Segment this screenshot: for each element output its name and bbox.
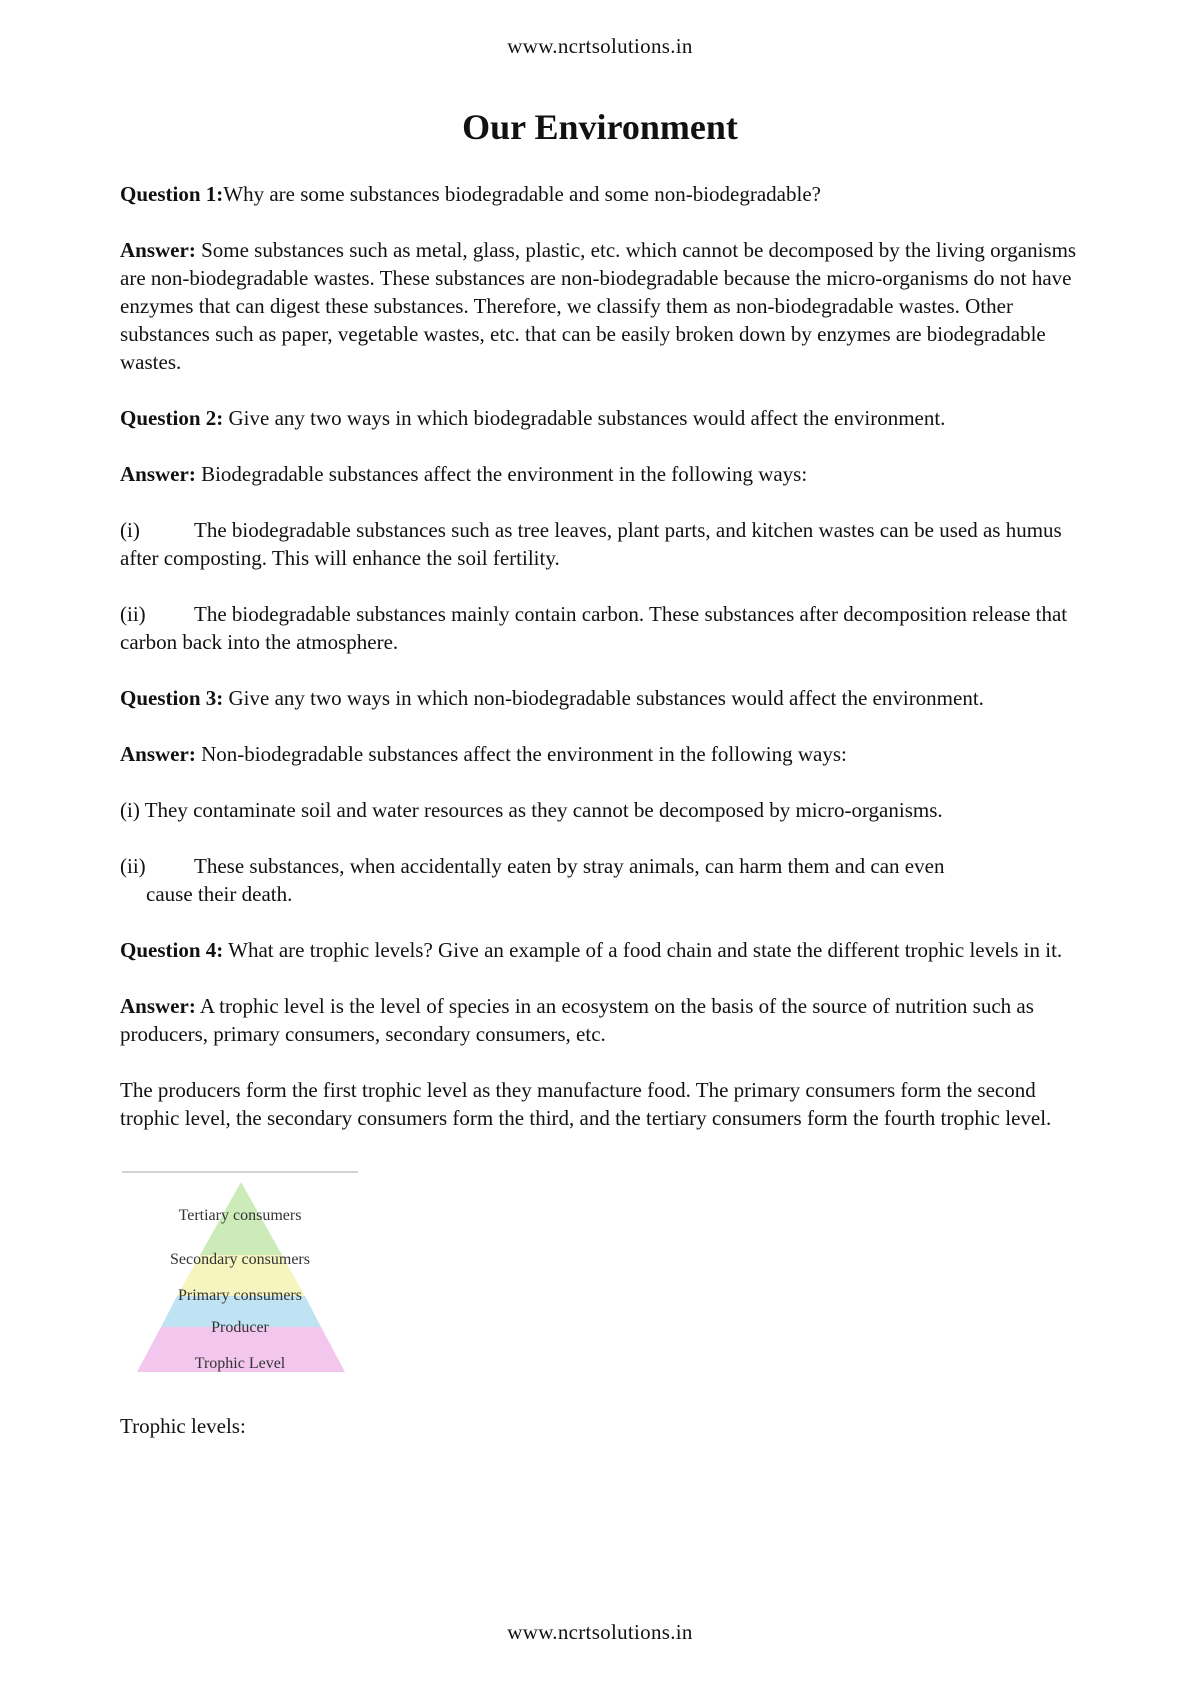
list-marker: (ii) xyxy=(120,854,146,878)
question-text: Give any two ways in which biodegradable substances would affect the environment. xyxy=(223,406,946,430)
question-1 xyxy=(120,180,1080,208)
answer-label: Answer: xyxy=(120,742,196,766)
answer-text: Non-biodegradable substances affect the environment in the following ways: xyxy=(195,742,847,766)
answer-text: Some substances such as metal, glass, plastic, etc. which cannot be decomposed by the living organisms are non-biodegradable wastes. These substances are non-biodegradable because the micro-organisms do not have enzymes that can digest these substances. Therefore, we classify them as non-biodegradable wastes. Other substances such as paper, vegetable wastes, etc. that can be easily broken down by enzymes are biodegradable wastes. xyxy=(120,238,1077,374)
question-label: Question 3: xyxy=(120,686,224,710)
list-marker: (ii) xyxy=(120,602,146,626)
pyramid-label-primary: Primary consumers xyxy=(178,1287,302,1304)
paragraph: The producers form the first trophic level as they manufacture food. The primary consumers form the second trophic level, the secondary consumers form the third, and the tertiary consumers form the fourth trophic level. xyxy=(120,1078,1052,1130)
page-header-site: www.ncrtsolutions.in xyxy=(507,34,693,58)
list-item xyxy=(120,516,1080,572)
pyramid-label-producer: Producer xyxy=(211,1319,269,1336)
list-item xyxy=(120,600,1080,656)
trophic-levels-heading: Trophic levels: xyxy=(120,1414,246,1438)
answer-text: A trophic level is the level of species in an ecosystem on the basis of the source of nutrition such as producers, primary consumers, secondary consumers, etc. xyxy=(120,994,1034,1046)
page-title: Our Environment xyxy=(462,107,738,147)
document-body xyxy=(120,180,1080,1468)
page-footer-site: www.ncrtsolutions.in xyxy=(507,1620,693,1644)
question-4 xyxy=(120,936,1080,964)
question-text: Give any two ways in which non-biodegradable substances would affect the environment. xyxy=(223,686,984,710)
question-text: What are trophic levels? Give an example of a food chain and state the different trophic levels in it. xyxy=(223,938,1063,962)
question-2 xyxy=(120,404,1080,432)
pyramid-label-secondary: Secondary consumers xyxy=(170,1251,310,1268)
answer-4 xyxy=(120,992,1080,1048)
pyramid-caption: Trophic Level xyxy=(194,1355,286,1372)
answer-1 xyxy=(120,236,1080,376)
answer-label: Answer: xyxy=(120,238,196,262)
list-item-text: The biodegradable substances mainly contain carbon. These substances after decomposition release that carbon back into the atmosphere. xyxy=(120,602,1068,654)
answer-label: Answer: xyxy=(120,462,196,486)
answer-3 xyxy=(120,740,1080,768)
list-item-continuation: cause their death. xyxy=(146,882,293,906)
list-item-text: The biodegradable substances such as tree leaves, plant parts, and kitchen wastes can be used as humus after composting. This will enhance the soil fertility. xyxy=(120,518,1062,570)
answer-text: Biodegradable substances affect the environment in the following ways: xyxy=(195,462,808,486)
question-label: Question 2: xyxy=(120,406,224,430)
question-label: Question 4: xyxy=(120,938,224,962)
trophic-pyramid-figure xyxy=(120,1160,360,1390)
list-item: (i) They contaminate soil and water resources as they cannot be decomposed by micro-organisms. xyxy=(120,798,943,822)
answer-label: Answer: xyxy=(120,994,196,1018)
answer-2 xyxy=(120,460,1080,488)
pyramid-label-tertiary: Tertiary consumers xyxy=(178,1207,302,1224)
list-marker: (i) xyxy=(120,518,140,542)
question-3 xyxy=(120,684,1080,712)
list-item xyxy=(120,852,1080,908)
list-item-text: These substances, when accidentally eaten by stray animals, can harm them and can even xyxy=(194,854,945,878)
question-label: Question 1: xyxy=(120,182,224,206)
question-text: Why are some substances biodegradable and some non-biodegradable? xyxy=(223,182,821,206)
